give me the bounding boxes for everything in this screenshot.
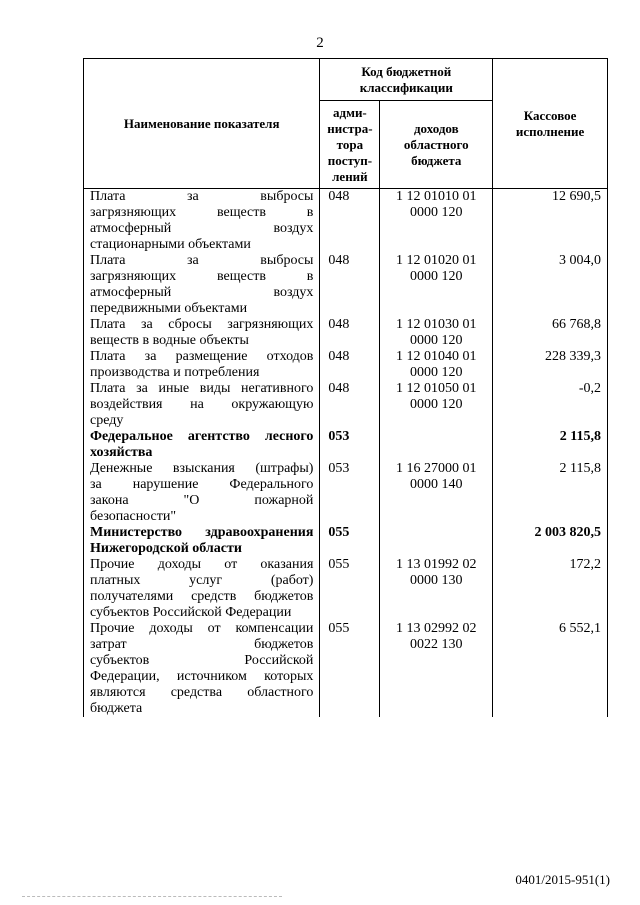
revenue-code-cell — [380, 621, 493, 717]
table-row — [84, 557, 608, 621]
table-header — [84, 59, 608, 189]
table-row — [84, 253, 608, 317]
revenue-code-line: 0000 120 — [410, 397, 463, 412]
revenue-code-line: 1 12 01010 01 — [396, 189, 477, 204]
revenue-code-cell — [380, 253, 493, 317]
indicator-name-line: атмосферный воздух — [90, 285, 314, 300]
revenue-code-line: 0022 130 — [410, 637, 463, 652]
revenue-code-line: 0000 120 — [410, 269, 463, 284]
revenue-code-line: 1 16 27000 01 — [396, 461, 477, 476]
revenue-code-line: 0000 120 — [410, 333, 463, 348]
cash-execution-cell: 3 004,0 — [493, 253, 608, 317]
indicator-name-line: атмосферный воздух — [90, 221, 314, 236]
header-admin: адми- нистра- тора поступ- лений — [320, 101, 380, 189]
indicator-name-line: субъектов Российской — [90, 653, 314, 668]
indicator-name-line: Федеральное агентство лесного — [90, 429, 314, 444]
table-body — [84, 189, 608, 718]
revenue-code-cell — [380, 317, 493, 349]
table-row — [84, 429, 608, 461]
indicator-name-line: воздействия на окружающую — [90, 397, 314, 412]
budget-table — [83, 58, 608, 717]
indicator-name-line: Денежные взыскания (штрафы) — [90, 461, 314, 476]
admin-code-cell: 053 — [320, 461, 380, 525]
indicator-name-line: среду — [90, 413, 124, 428]
table-row — [84, 349, 608, 381]
admin-code-cell: 048 — [320, 253, 380, 317]
admin-code-cell: 055 — [320, 525, 380, 557]
header-indicator-name: Наименование показателя — [84, 59, 320, 189]
indicator-name-line: получателями средств бюджетов — [90, 589, 314, 604]
indicator-name-line: являются средства областного — [90, 685, 314, 700]
indicator-name-line: Прочие доходы от оказания — [90, 557, 314, 572]
cash-execution-cell: 12 690,5 — [493, 189, 608, 254]
indicator-name-line: платных услуг (работ) — [90, 573, 314, 588]
revenue-code-line: 1 13 02992 02 — [396, 621, 477, 636]
revenue-code-line: 0000 120 — [410, 365, 463, 380]
cash-execution-cell: 66 768,8 — [493, 317, 608, 349]
indicator-name-cell — [84, 525, 320, 557]
revenue-code-line: 0000 130 — [410, 573, 463, 588]
revenue-code-cell — [380, 189, 493, 254]
header-budget-code: Код бюджетной классификации — [320, 59, 493, 101]
revenue-code-cell — [380, 557, 493, 621]
revenue-code-line: 1 13 01992 02 — [396, 557, 477, 572]
cash-execution-cell: -0,2 — [493, 381, 608, 429]
page-number: 2 — [316, 35, 324, 51]
indicator-name-line: загрязняющих веществ в — [90, 205, 314, 220]
indicator-name-line: закона "О пожарной — [90, 493, 314, 508]
cash-execution-cell: 228 339,3 — [493, 349, 608, 381]
indicator-name-line: Плата за выбросы — [90, 253, 314, 268]
table-row — [84, 525, 608, 557]
indicator-name-line: Плата за размещение отходов — [90, 349, 314, 364]
cash-execution-cell: 2 003 820,5 — [493, 525, 608, 557]
admin-code-cell: 048 — [320, 349, 380, 381]
table-row — [84, 317, 608, 349]
cash-execution-cell: 2 115,8 — [493, 461, 608, 525]
indicator-name-cell — [84, 429, 320, 461]
admin-code-cell: 048 — [320, 317, 380, 349]
indicator-name-line: безопасности" — [90, 509, 177, 524]
indicator-name-line: Плата за выбросы — [90, 189, 314, 204]
indicator-name-line: стационарными объектами — [90, 237, 251, 252]
indicator-name-line: за нарушение Федерального — [90, 477, 314, 492]
table-row — [84, 189, 608, 254]
admin-code-cell: 055 — [320, 621, 380, 717]
revenue-code-cell — [380, 349, 493, 381]
indicator-name-line: субъектов Российской Федерации — [90, 605, 292, 620]
indicator-name-line: загрязняющих веществ в — [90, 269, 314, 284]
indicator-name-line: Плата за сбросы загрязняющих — [90, 317, 314, 332]
indicator-name-line: передвижными объектами — [90, 301, 248, 316]
revenue-code-line: 0000 140 — [410, 477, 463, 492]
revenue-code-cell — [380, 381, 493, 429]
admin-code-cell: 055 — [320, 557, 380, 621]
cash-execution-cell: 172,2 — [493, 557, 608, 621]
table-row — [84, 381, 608, 429]
indicator-name-cell — [84, 253, 320, 317]
indicator-name-line: Министерство здравоохранения — [90, 525, 314, 540]
revenue-code-cell — [380, 525, 493, 557]
indicator-name-line: Нижегородской области — [90, 541, 242, 556]
indicator-name-cell — [84, 317, 320, 349]
indicator-name-cell — [84, 349, 320, 381]
table-row — [84, 621, 608, 717]
indicator-name-cell — [84, 381, 320, 429]
revenue-code-line: 1 12 01020 01 — [396, 253, 477, 268]
table-row — [84, 461, 608, 525]
revenue-code-line: 1 12 01040 01 — [396, 349, 477, 364]
cash-execution-cell: 6 552,1 — [493, 621, 608, 717]
indicator-name-line: производства и потребления — [90, 365, 260, 380]
revenue-code-line: 1 12 01050 01 — [396, 381, 477, 396]
revenue-code-cell — [380, 429, 493, 461]
indicator-name-line: Плата за иные виды негативного — [90, 381, 314, 396]
indicator-name-cell — [84, 557, 320, 621]
indicator-name-line: Прочие доходы от компенсации — [90, 621, 314, 636]
header-cash-execution: Кассовое исполнение — [493, 59, 608, 189]
admin-code-cell: 053 — [320, 429, 380, 461]
indicator-name-cell — [84, 621, 320, 717]
header-revenue: доходов областного бюджета — [380, 101, 493, 189]
admin-code-cell: 048 — [320, 381, 380, 429]
indicator-name-line: веществ в водные объекты — [90, 333, 249, 348]
admin-code-cell: 048 — [320, 189, 380, 254]
indicator-name-line: бюджета — [90, 701, 143, 716]
revenue-code-line: 0000 120 — [410, 205, 463, 220]
indicator-name-line: хозяйства — [90, 445, 153, 460]
indicator-name-line: затрат бюджетов — [90, 637, 314, 652]
indicator-name-line: Федерации, источником которых — [90, 669, 314, 684]
indicator-name-cell — [84, 189, 320, 254]
scan-marks — [22, 896, 282, 899]
revenue-code-cell — [380, 461, 493, 525]
cash-execution-cell: 2 115,8 — [493, 429, 608, 461]
indicator-name-cell — [84, 461, 320, 525]
document-code: 0401/2015-951(1) — [515, 872, 610, 887]
revenue-code-line: 1 12 01030 01 — [396, 317, 477, 332]
